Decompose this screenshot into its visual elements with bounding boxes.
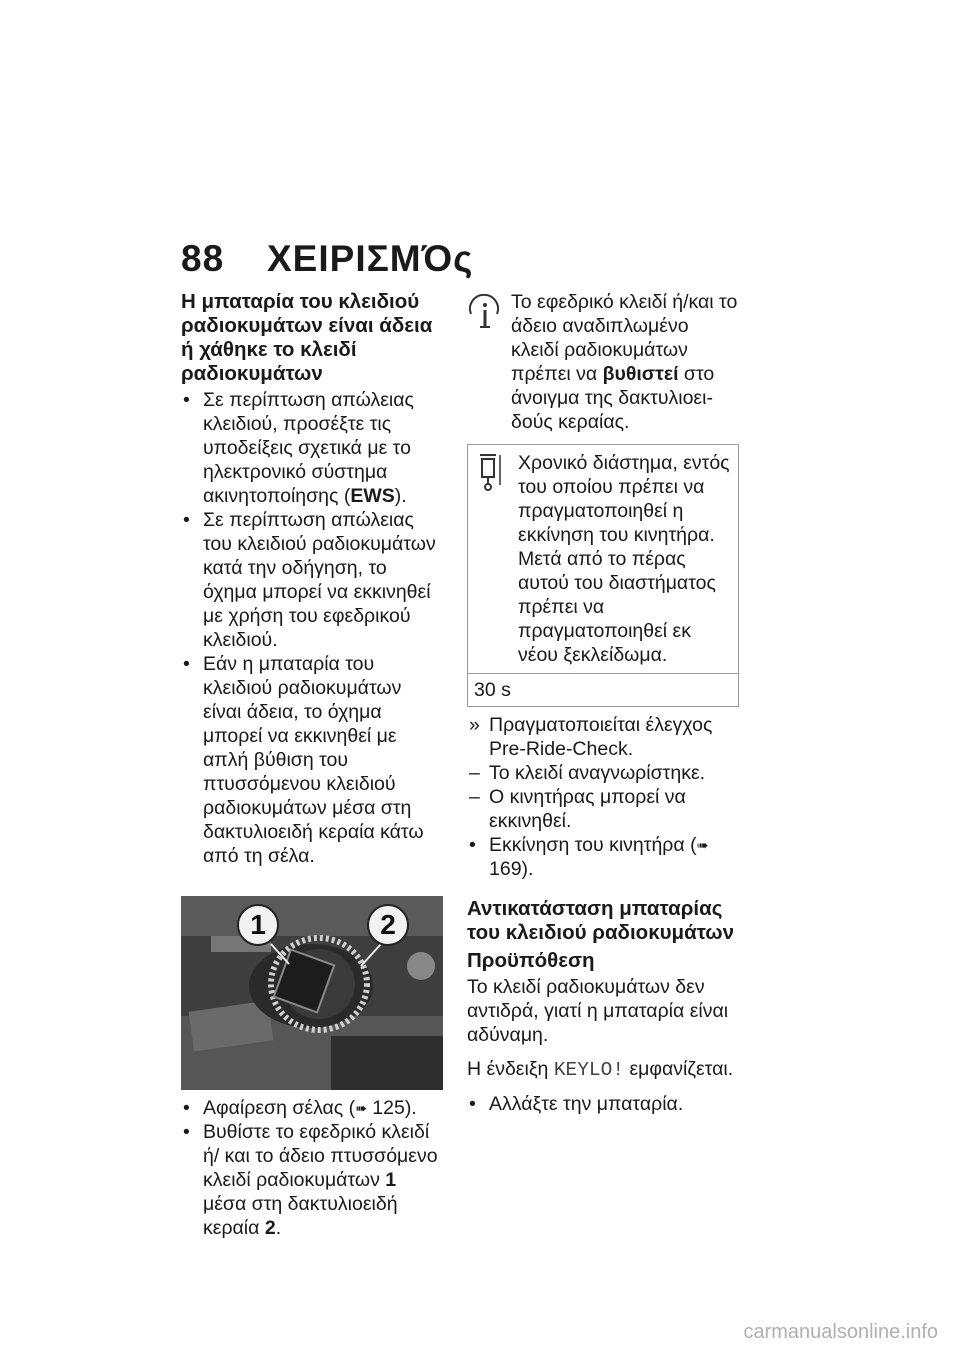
subheading-prerequisite: Προϋπόθεση <box>467 949 595 972</box>
bullet-item <box>467 1092 739 1116</box>
display-text <box>467 1057 739 1082</box>
page-ref-arrow-icon: ➠ <box>355 1100 367 1116</box>
bullet-dot-icon: • <box>183 653 190 675</box>
spec-table <box>467 444 739 707</box>
bullet-text: ). <box>521 858 534 880</box>
bullet-item <box>181 388 443 508</box>
result-arrow-icon: » <box>469 714 480 736</box>
dash-icon: – <box>469 762 480 784</box>
dash-text: Ο κινητήρας μπορεί να εκκινηθεί. <box>489 786 686 832</box>
bullet-item <box>181 652 443 868</box>
chapter-title: ΧΕΙΡΙΣΜΌς <box>267 238 474 279</box>
page-ref: 125 <box>372 1097 405 1119</box>
bullet-dot-icon: • <box>183 389 190 411</box>
spec-description <box>468 445 738 673</box>
page-number: 88 <box>181 238 225 279</box>
page-ref: 169 <box>489 858 522 880</box>
prerequisite-text: Το κλειδί ραδιοκυμάτων δεν αντιδρά, γιατί η μπαταρία είναι αδύναμη. <box>467 976 729 1046</box>
bullet-text: Αφαίρεση σέλας ( <box>203 1097 356 1119</box>
dash-item <box>467 761 739 785</box>
bullet-text: Σε περίπτωση απώλειας κλειδιού, προσέξτε τις υποδείξεις σχετικά με το ηλεκτρονικό σύστημα ακινητοποίησης ( <box>203 389 414 507</box>
callout-1: 1 <box>237 904 279 946</box>
bullet-dot-icon: • <box>183 509 190 531</box>
bullet-dot-icon: • <box>183 1121 190 1143</box>
bullet-dot-icon: • <box>469 1093 476 1115</box>
spec-text: Χρονικό διάστημα, εντός του οποίου πρέπει να πραγματοποιηθεί η εκκίνηση του κινητήρα. Μετά από το πέρας αυτού του διαστήματος πρέπει να πραγματοποιηθεί εκ νέου ξεκλείδωμα. <box>518 452 730 666</box>
page-header <box>181 238 473 280</box>
bullet-text: μέσα στη δακτυλιοειδή κεραία <box>203 1193 398 1239</box>
info-icon <box>467 294 503 334</box>
bullet-text: Αλλάξτε την μπαταρία. <box>489 1093 684 1115</box>
info-text: στο άνοιγμα της δακτυλιοειδούς κεραίας. <box>511 363 715 433</box>
display-code: KEYLO! <box>553 1059 625 1081</box>
footer-watermark: carmanualsonline.info <box>743 1321 938 1343</box>
display-text-a: Η ένδειξη <box>467 1058 554 1080</box>
bullet-text: . <box>275 1217 282 1239</box>
ref-number: 1 <box>385 1169 397 1191</box>
bullet-text: Εκκίνηση του κινητήρα ( <box>489 834 697 856</box>
info-text: Το εφεδρικό κλειδί ή/και το άδειο αναδιπλωμένο κλειδί ραδιοκυμάτων πρέπει να <box>511 291 738 385</box>
bullet-item <box>467 833 739 881</box>
display-text-b: εμφανίζεται. <box>624 1058 734 1080</box>
bullet-item <box>181 1120 443 1240</box>
bullet-text: ). <box>404 1097 417 1119</box>
section-heading: Η μπαταρία του κλειδιού ραδιοκυμάτων είναι άδεια ή χάθηκε το κλειδί ραδιοκυμάτων <box>181 290 433 385</box>
left-column <box>181 290 443 1240</box>
antenna-photo <box>181 896 443 1090</box>
dash-text: Το κλειδί αναγνωρίστηκε. <box>489 762 706 784</box>
page-ref-arrow-icon: ➠ <box>696 837 709 853</box>
bullet-item <box>181 1096 443 1120</box>
bullet-text: ). <box>394 485 407 507</box>
section-heading-battery: Αντικατάσταση μπαταρίας του κλειδιού ραδιοκυμάτων <box>467 897 735 944</box>
ews-label: EWS <box>350 485 395 507</box>
bullet-dot-icon: • <box>183 1097 190 1119</box>
callout-2: 2 <box>367 904 409 946</box>
ref-number: 2 <box>264 1217 276 1239</box>
dash-item <box>467 785 739 833</box>
bullet-dot-icon: • <box>469 834 476 856</box>
info-note <box>467 290 739 434</box>
bullet-text: Σε περίπτωση απώλειας του κλειδιού ραδιοκυμάτων κατά την οδήγηση, το όχημα μπορεί να εκκινηθεί με χρήση του εφεδρικού κλειδιού. <box>203 509 436 651</box>
right-column <box>467 290 739 1116</box>
bullet-text: Βυθίστε το εφεδρικό κλειδί ή/ και το άδειο πτυσσόμενο κλειδί ραδιοκυμάτων <box>203 1121 438 1191</box>
spec-value: 30 s <box>468 673 738 706</box>
bullet-item <box>181 508 443 652</box>
result-item <box>467 713 739 761</box>
bullet-text: Εάν η μπαταρία του κλειδιού ραδιοκυμάτων είναι άδεια, το όχημα μπορεί να εκκινηθεί με απλή βύθιση του πτυσσόμενου κλειδιού ραδιοκυμάτων μέσα στη δακτυλιοειδή κεραία κάτω από τη σέλα. <box>203 653 424 867</box>
result-text: Πραγματοποιείται έλεγχος Pre-Ride-Check. <box>489 714 713 760</box>
info-emphasis: βυθιστεί <box>602 363 679 385</box>
wrench-spec-icon <box>476 451 508 491</box>
dash-icon: – <box>469 786 480 808</box>
